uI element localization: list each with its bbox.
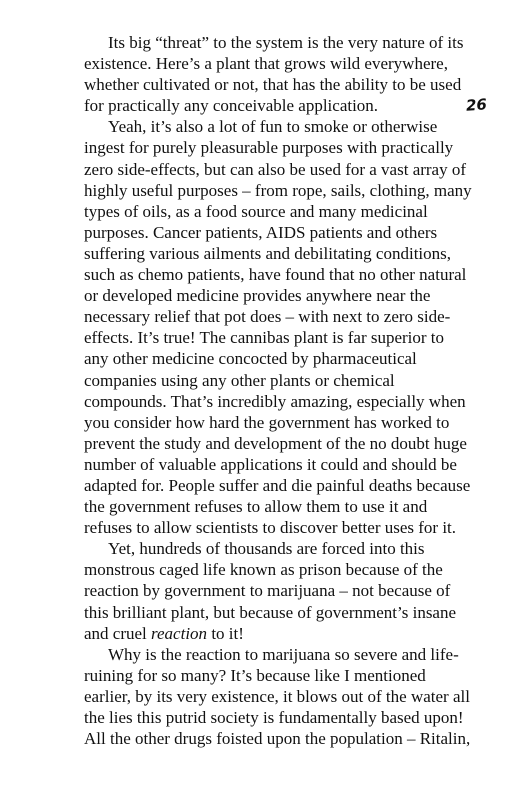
text-line: refuses to allow scientists to discover better uses for it. [84,518,457,538]
text-line: compounds. That’s incredibly amazing, especially when [84,391,466,411]
text-line: suffering various ailments and debilitating conditions, [84,243,452,263]
text-line: Yeah, it’s also a lot of fun to smoke or otherwise [108,117,438,137]
text-line: the lies this putrid society is fundamentally based upon! [84,708,464,727]
text-line: All the other drugs foisted upon the population – Ritalin, [84,729,471,749]
text-line: whether cultivated or not, that has the ability to be used [84,75,462,95]
text-line: highly useful purposes – from rope, sails, clothing, many [84,180,472,200]
text-line: and cruel reaction to it! [84,623,244,643]
text-line: types of oils, as a food source and many medicinal [84,201,428,221]
text-line: prevent the study and development of the no doubt huge [84,433,467,453]
text-line: Its big “threat” to the system is the very nature of its [108,33,464,52]
text-line: Yet, hundreds of thousands are forced into this [108,539,425,559]
text-line: adapted for. People suffer and die painful deaths because [84,475,471,495]
text-line: purposes. Cancer patients, AIDS patients and others [84,222,438,242]
text-line: or developed medicine provides anywhere near the [84,286,431,306]
text-line: any other medicine concocted by pharmaceutical [84,349,417,369]
text-line: necessary relief that pot does – with next to zero side- [84,307,451,327]
handwritten-page-number: 26 [465,95,488,115]
text-line: ruining for so many? It’s because like I mentioned [84,665,426,685]
text-line: reaction by government to marijuana – not because of [84,581,451,601]
text-line: the government refuses to allow them to use it and [84,497,428,517]
text-line: ingest for purely pleasurable purposes with practically [84,138,454,158]
text-line: existence. Here’s a plant that grows wild everywhere, [84,54,448,74]
text-line: zero side-effects, but can also be used for a vast array of [84,159,467,179]
text-line: monstrous caged life known as prison because of the [84,560,443,580]
text-line: companies using any other plants or chemical [84,370,395,390]
text-line: this brilliant plant, but because of government’s insane [84,602,457,622]
body-text [84,32,502,749]
text-line: you consider how hard the government has worked to [84,412,450,432]
text-line: earlier, by its very existence, it blows out of the water all [84,686,470,706]
text-line: effects. It’s true! The cannibas plant is far superior to [84,328,445,348]
text-line: such as chemo patients, have found that no other natural [84,265,467,285]
text-line: number of valuable applications it could and should be [84,454,457,474]
text-line: Why is the reaction to marijuana so severe and life- [108,644,459,664]
text-line: for practically any conceivable application. [84,96,379,116]
